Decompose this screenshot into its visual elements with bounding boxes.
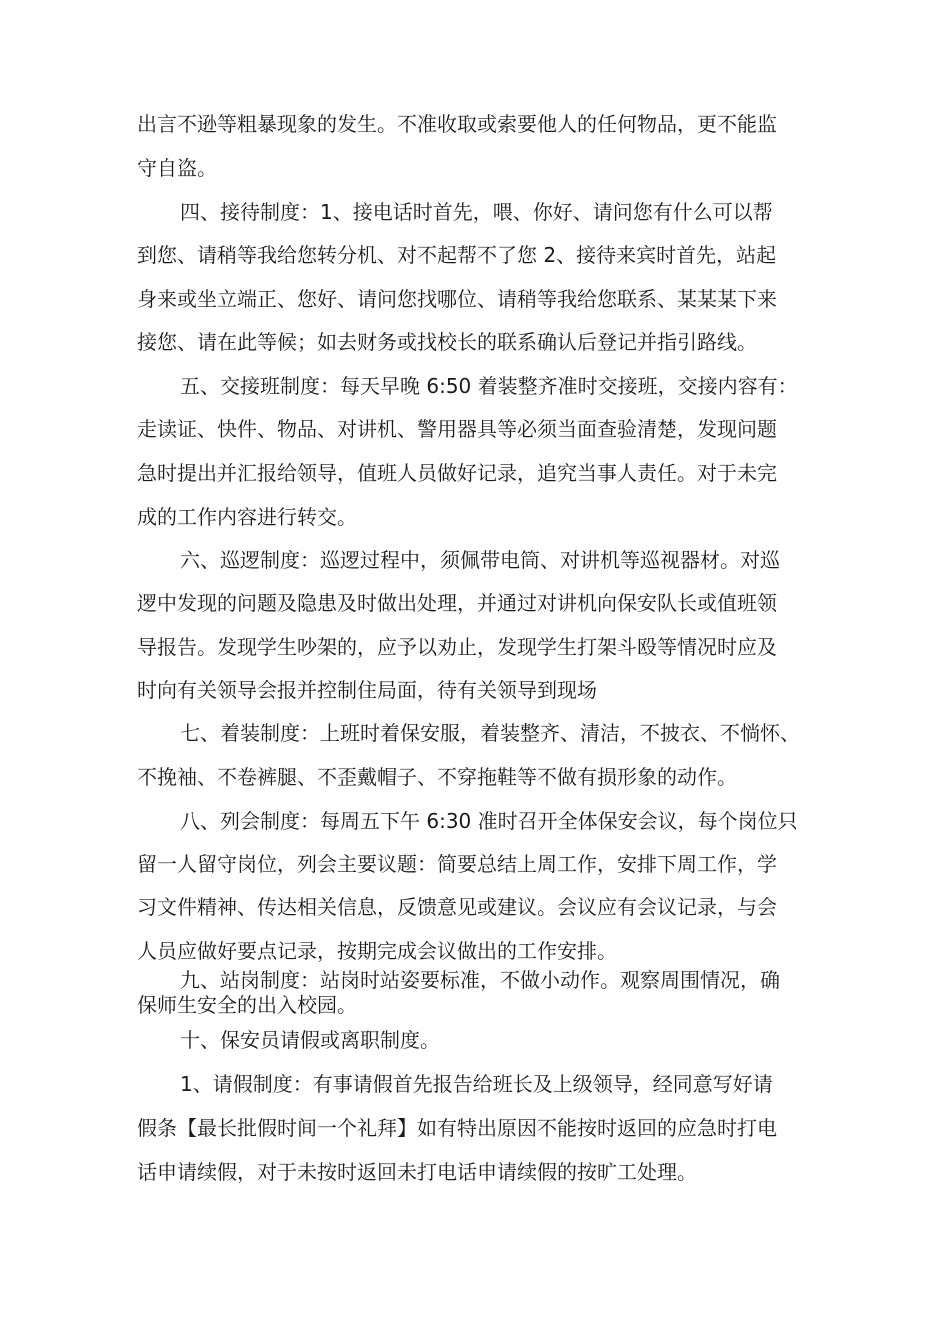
text-line: 不挽袖、不卷裤腿、不歪戴帽子、不穿拖鞋等不做有损形象的动作。: [137, 765, 737, 789]
text-line: 1、请假制度：有事请假首先报告给班长及上级领导，经同意写好请: [180, 1072, 773, 1096]
text-line: 保师生安全的出入校园。: [137, 993, 357, 1017]
text-line: 习文件精神、传达相关信息，反馈意见或建议。会议应有会议记录，与会: [137, 895, 777, 919]
text-line: 身来或坐立端正、您好、请问您找哪位、请稍等我给您联系、某某某下来: [137, 287, 777, 311]
text-line: 七、着装制度：上班时着保安服，着装整齐、清洁，不披衣、不惝怀、: [180, 721, 800, 745]
text-line: 九、站岗制度：站岗时站姿要标准，不做小动作。观察周围情况，确: [180, 968, 780, 992]
text-line: 守自盗。: [137, 156, 217, 180]
text-line: 出言不逊等粗暴现象的发生。不准收取或索要他人的任何物品，更不能监: [137, 112, 777, 136]
text-line: 急时提出并汇报给领导，值班人员做好记录，追究当事人责任。对于未完: [137, 461, 777, 485]
text-line: 成的工作内容进行转交。: [137, 505, 357, 529]
text-line: 到您、请稍等我给您转分机、对不起帮不了您 2、接待来宾时首先，站起: [137, 243, 777, 267]
text-line: 八、列会制度：每周五下午 6:30 准时召开全体保安会议，每个岗位只: [180, 809, 798, 833]
text-line: 假条【最长批假时间一个礼拜】如有特出原因不能按时返回的应急时打电: [137, 1116, 777, 1140]
text-line: 逻中发现的问题及隐患及时做出处理，并通过对讲机向保安队长或值班领: [137, 591, 777, 615]
text-line: 接您、请在此等候；如去财务或找校长的联系确认后登记并指引路线。: [137, 330, 757, 354]
text-line: 留一人留守岗位，列会主要议题：简要总结上周工作，安排下周工作，学: [137, 852, 777, 876]
text-line: 六、巡逻制度：巡逻过程中，须佩带电筒、对讲机等巡视器材。对巡: [180, 548, 780, 572]
text-line: 时向有关领导会报并控制住局面，待有关领导到现场: [137, 678, 597, 702]
text-line: 人员应做好要点记录，按期完成会议做出的工作安排。: [137, 939, 617, 963]
text-line: 五、交接班制度：每天早晚 6:50 着装整齐准时交接班，交接内容有：: [180, 374, 798, 398]
text-line: 走读证、快件、物品、对讲机、警用器具等必须当面查验清楚，发现问题: [137, 417, 777, 441]
text-line: 四、接待制度：1、接电话时首先，喂、你好、请问您有什么可以帮: [180, 200, 773, 224]
text-line: 话申请续假，对于未按时返回未打电话申请续假的按旷工处理。: [137, 1160, 697, 1184]
text-line: 十、保安员请假或离职制度。: [180, 1028, 440, 1052]
text-line: 导报告。发现学生吵架的，应予以劝止，发现学生打架斗殴等情况时应及: [137, 635, 777, 659]
